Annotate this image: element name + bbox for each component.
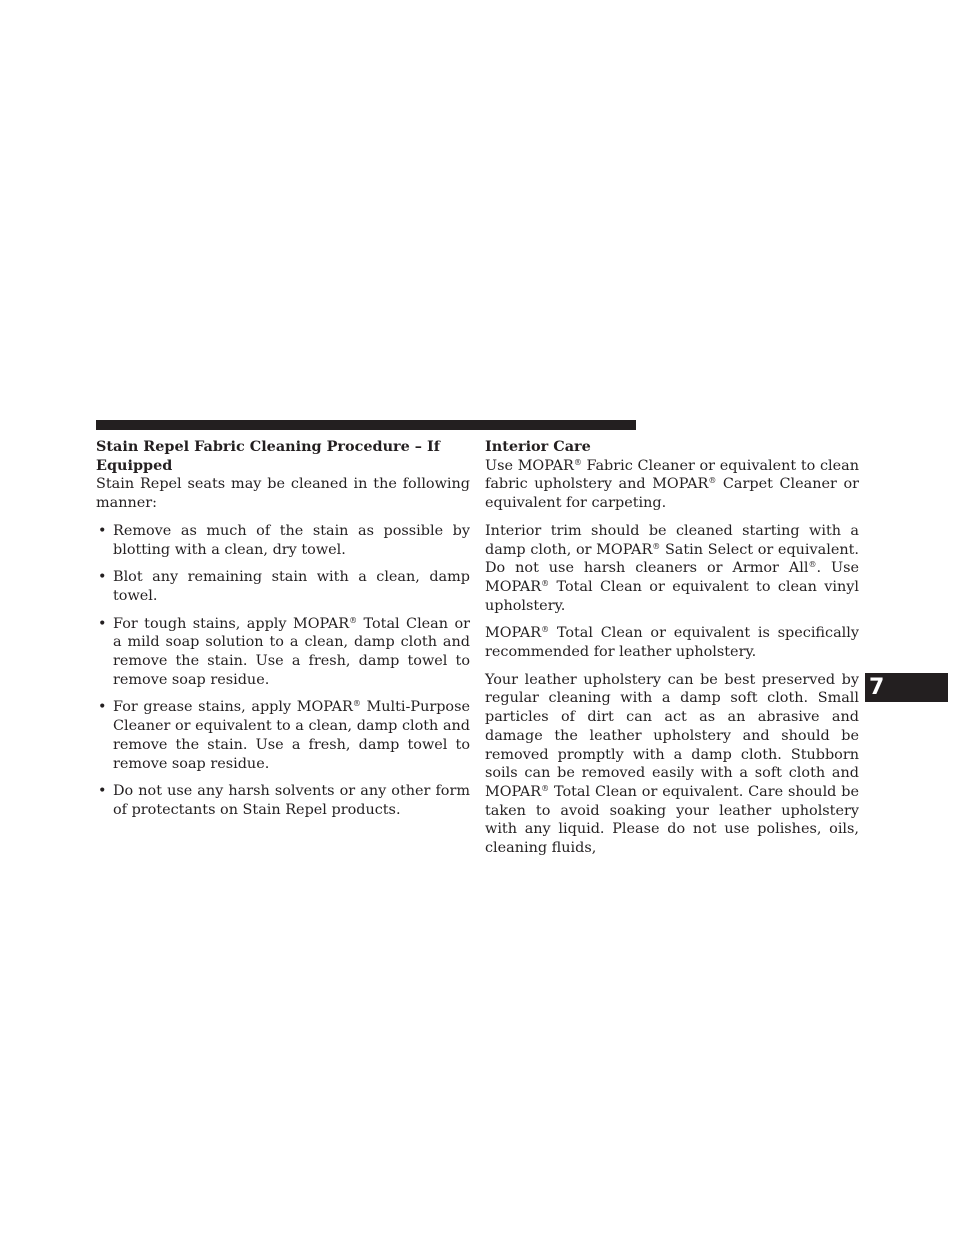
registered-mark: ® xyxy=(541,578,550,588)
bullet-glyph: • xyxy=(98,569,107,586)
stain-repel-intro: Stain Repel seats may be cleaned in the following manner: xyxy=(96,476,470,512)
text-run: . Use MOPAR xyxy=(485,560,859,595)
bullet-item xyxy=(96,615,470,690)
registered-mark: ® xyxy=(573,457,582,467)
bullet-text-start: For tough stains, apply MOPAR xyxy=(113,615,350,632)
interior-care-paragraph-1 xyxy=(485,457,859,513)
registered-mark: ® xyxy=(541,625,550,635)
bullet-glyph: • xyxy=(98,615,107,632)
text-run: Carpet Cleaner or equivalent for carpeting. xyxy=(485,476,859,512)
bullet-text: Blot any remaining stain with a clean, damp towel. xyxy=(113,569,470,604)
interior-care-paragraph-2 xyxy=(485,522,859,616)
interior-care-paragraph-4 xyxy=(485,671,859,858)
bullet-text-start: For grease stains, apply MOPAR xyxy=(113,699,353,716)
registered-mark: ® xyxy=(708,476,717,486)
text-run: MOPAR xyxy=(485,625,542,642)
text-run: Interior trim should be cleaned starting with a damp cloth, or MOPAR xyxy=(485,522,859,558)
registered-mark: ® xyxy=(349,615,358,625)
bullet-text: Do not use any harsh solvents or any other form of protectants on Stain Repel products. xyxy=(113,783,470,818)
bullet-item xyxy=(96,568,470,605)
interior-care-paragraph-3 xyxy=(485,624,859,661)
text-run: Fabric Cleaner or equivalent to clean fabric upholstery and MOPAR xyxy=(485,457,859,493)
text-run: Total Clean or equivalent to clean vinyl upholstery. xyxy=(485,578,859,614)
chapter-tab: 7 xyxy=(865,673,948,702)
bullet-text-end: Multi-Purpose Cleaner or equivalent to a clean, damp cloth and remove the stain. Use a fresh, damp towel to remove soap residue. xyxy=(113,699,470,772)
text-run: Total Clean or equivalent is specifically recommended for leather upholstery. xyxy=(485,625,859,661)
section-heading-stain-repel: Stain Repel Fabric Cleaning Procedure – If Equipped xyxy=(96,438,440,474)
bullet-item xyxy=(96,522,470,559)
bullet-item xyxy=(96,782,470,819)
section-heading-interior-care: Interior Care xyxy=(485,438,591,455)
text-run: Use MOPAR xyxy=(485,457,574,474)
bullet-text: Remove as much of the stain as possible by blotting with a clean, dry towel. xyxy=(113,522,470,558)
section-top-rule xyxy=(96,420,636,430)
registered-mark: ® xyxy=(652,541,661,551)
bullet-glyph: • xyxy=(98,522,107,539)
bullet-text-end: Total Clean or a mild soap solution to a clean, damp cloth and remove the stain. Use a fresh, damp towel to remove soap residue. xyxy=(113,615,471,688)
right-column xyxy=(485,438,859,867)
left-column xyxy=(96,438,470,829)
text-run: Total Clean or equivalent. Care should be taken to avoid soaking your leather upholstery with any liquid. Please do not use polishes, oils, cleaning fluids, xyxy=(485,783,859,857)
registered-mark: ® xyxy=(808,560,817,570)
registered-mark: ® xyxy=(352,699,361,709)
stain-repel-bullet-list xyxy=(96,522,470,820)
text-run: Your leather upholstery can be best preserved by regular cleaning with a damp soft cloth. Small particles of dirt can act as an abrasive and damage the leather upholstery and should be removed promptly with a damp cloth. Stubborn soils can be removed easily with a soft cloth and MOPAR xyxy=(485,671,859,800)
bullet-item xyxy=(96,698,470,773)
registered-mark: ® xyxy=(541,783,550,793)
text-run: Satin Select or equivalent. Do not use harsh cleaners or Armor All xyxy=(485,541,859,577)
bullet-glyph: • xyxy=(98,699,107,716)
bullet-glyph: • xyxy=(98,783,107,800)
